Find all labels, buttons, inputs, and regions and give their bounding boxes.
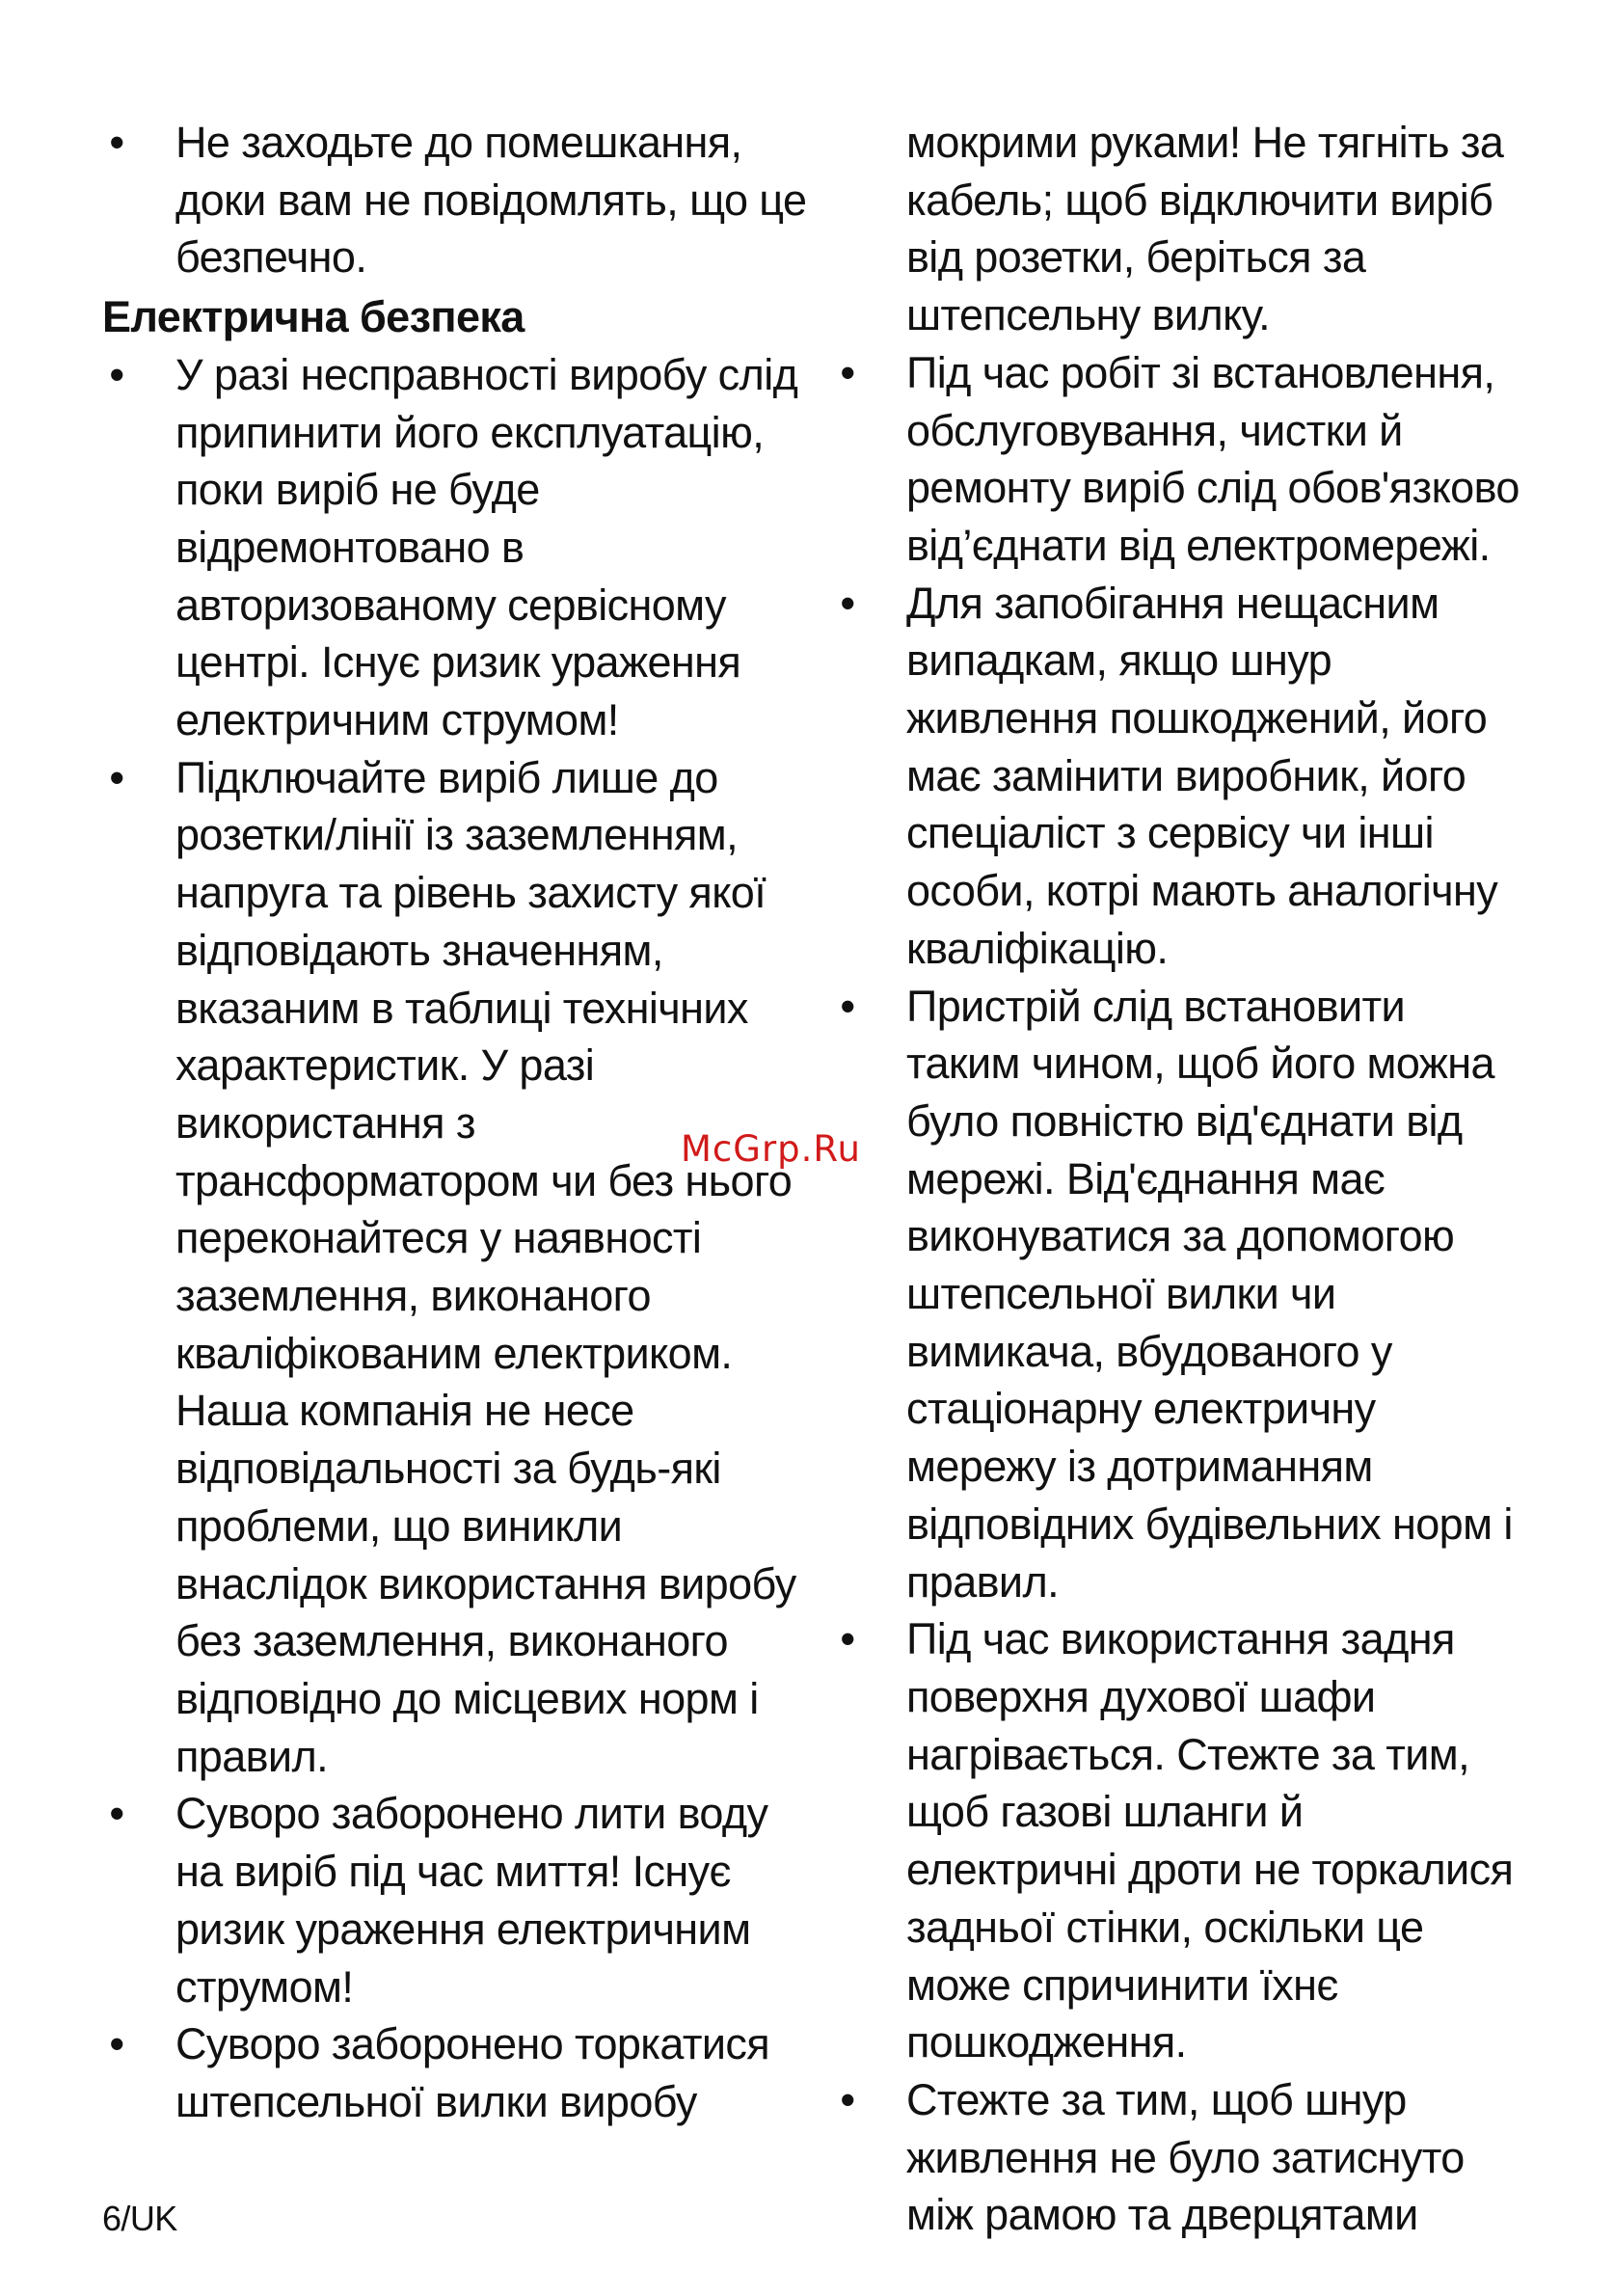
list-item-text: Підключайте виріб лише до розетки/лінії із заземленням, напруга та рівень захисту якої відповідають значенням, вказаним в таблиці технічних характеристик. У разі використання з трансформатором чи без нього переконайтеся у наявності заземлення, виконаного кваліфікованим електриком. Наша компанія не несе відповідальності за будь-які проблеми, що виникли внаслідок використання виробу без заземлення, виконаного відповідно до місцевих норм і правил. bbox=[175, 752, 796, 1781]
watermark: McGrp.Ru bbox=[681, 1128, 861, 1170]
continued-text: мокрими руками! Не тягніть за кабель; щоб відключити виріб від розетки, беріться за штепсельну вилку. bbox=[906, 118, 1504, 340]
list-item bbox=[833, 1610, 1520, 2071]
list-item-text: Пристрій слід встановити таким чином, щоб його можна було повністю від'єднати від мережі. Від'єднання має виконуватися за допомогою штепсельної вилки чи вимикача, вбудованого у стаціонарну електричну мережу із дотриманням відповідних будівельних норм і правил. bbox=[906, 981, 1513, 1607]
list-item bbox=[833, 978, 1520, 1611]
bullet: • bbox=[109, 1789, 124, 1839]
list-item-text: Під час робіт зі встановлення, обслуговування, чистки й ремонту виріб слід обов'язково від’єднати від електромережі. bbox=[906, 347, 1520, 570]
bullet: • bbox=[109, 752, 124, 802]
list-item bbox=[833, 2071, 1520, 2244]
bullet: • bbox=[840, 2074, 855, 2124]
list-item-text: Під час використання задня поверхня духової шафи нагрівається. Стежте за тим, щоб газові шланги й електричні дроти не торкалися задньої стінки, оскільки це може спричинити їхнє пошкодження. bbox=[906, 1614, 1514, 2067]
bullet: • bbox=[840, 1614, 855, 1664]
section-heading: Електрична безпека bbox=[102, 292, 525, 342]
list-item-text: Суворо заборонено торкатися штепсельної вилки виробу bbox=[175, 2019, 770, 2126]
bullet: • bbox=[840, 981, 855, 1031]
left-column bbox=[102, 114, 816, 2131]
list-item bbox=[102, 1785, 816, 2015]
bullet: • bbox=[109, 2019, 124, 2069]
right-column bbox=[833, 114, 1520, 2244]
list-item bbox=[833, 575, 1520, 978]
list-item-text: Стежте за тим, щоб шнур живлення не було затиснуто між рамою та дверцятами bbox=[906, 2074, 1465, 2240]
page-number: 6/UK bbox=[102, 2199, 177, 2238]
list-item-text: У разі несправності виробу слід припинити його експлуатацію, поки виріб не буде відремонтовано в авторизованому сервісному центрі. Існує ризик ураження електричним струмом! bbox=[175, 349, 798, 745]
list-item bbox=[833, 344, 1520, 575]
bullet: • bbox=[840, 347, 855, 397]
list-item bbox=[102, 346, 816, 749]
list-item-text: Суворо заборонено лити воду на виріб під час миття! Існує ризик ураження електричним струмом! bbox=[175, 1789, 768, 2012]
bullet: • bbox=[109, 118, 124, 167]
bullet: • bbox=[109, 349, 124, 399]
list-item bbox=[102, 114, 816, 286]
list-item bbox=[102, 2015, 816, 2130]
list-item-text: Для запобігання нещасним випадкам, якщо шнур живлення пошкоджений, його має замінити виробник, його спеціаліст з сервісу чи інші особи, котрі мають аналогічну кваліфікацію. bbox=[906, 578, 1498, 973]
bullet: • bbox=[840, 578, 855, 628]
list-item-text: Не заходьте до помешкання, доки вам не повідомлять, що це безпечно. bbox=[175, 118, 807, 283]
list-item bbox=[102, 749, 816, 1786]
